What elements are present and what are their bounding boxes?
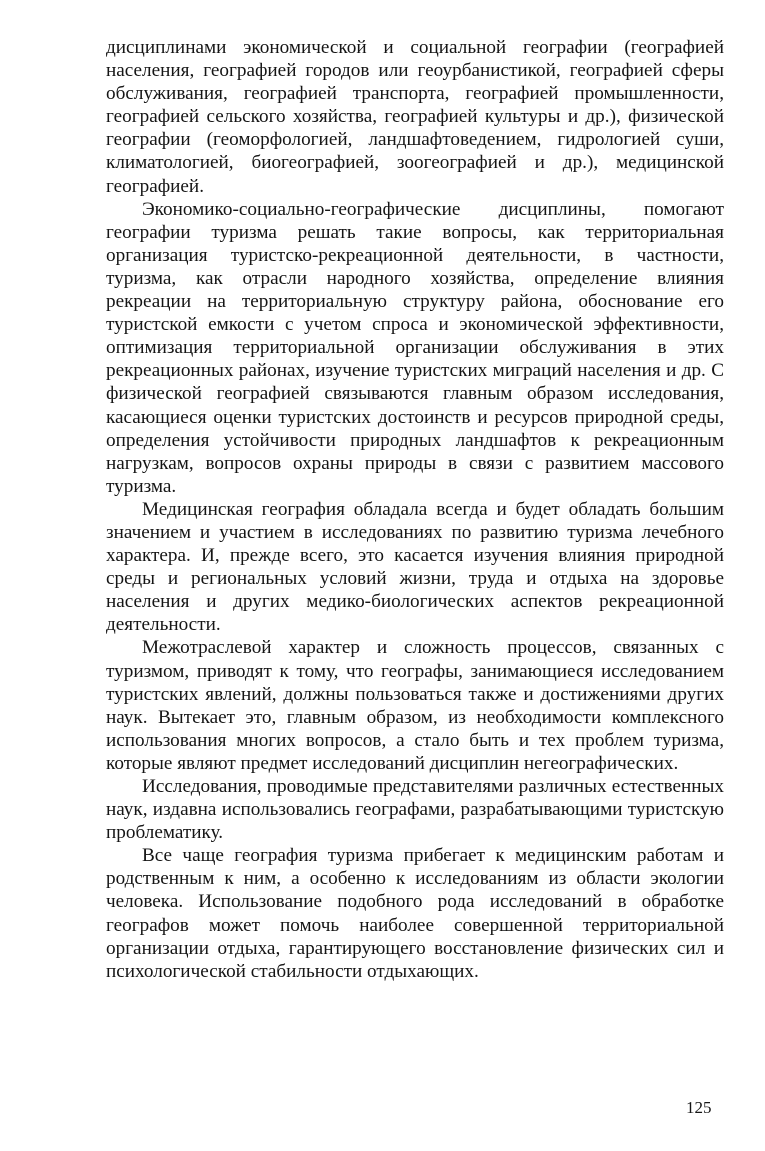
page-number: 125 <box>686 1098 712 1117</box>
paragraph-2: Экономико-социально-географические дисциплины, помогают географии туризма решать такие вопросы, как территориальная организация туристско-рекреационной деятельности, в частности, туризма, как отрасли народного хозяйства, определение влияния рекреации на территориальную структуру района, обоснование его туристской емкости с учетом спроса и экономической эффективности, оптимизация территориальной организации обслуживания в этих рекреационных районах, изучение туристских миграций населения и др. С физической географией связываются главным образом исследования, касающиеся оценки туристских достоинств и ресурсов природной среды, определения устойчивости природных ландшафтов к рекреационным нагрузкам, вопросов охраны природы в связи с развитием массового туризма. <box>106 198 724 497</box>
paragraph-1: дисциплинами экономической и социальной географии (географией населения, географией городов или геоурбанистикой, географией сферы обслуживания, географией транспорта, географией промышленности, географией сельского хозяйства, географией культуры и др.), физической географии (геоморфологией, ландшафтоведением, гидрологией суши, климатологией, биогеографией, зоогеографией и др.), медицинской географией. <box>106 37 724 197</box>
paragraph-3: Медицинская география обладала всегда и будет обладать большим значением и участием в исследованиях по развитию туризма лечебного характера. И, прежде всего, это касается изучения влияния природной среды и региональных условий жизни, труда и отдыха на здоровье населения и других медико-биологических аспектов рекреационной деятельности. <box>106 498 724 636</box>
paragraph-5: Исследования, проводимые представителями различных естественных наук, издавна использовались географами, разрабатывающими туристскую проблематику. <box>106 776 724 844</box>
page-body <box>106 36 724 983</box>
paragraph-4: Межотраслевой характер и сложность процессов, связанных с туризмом, приводят к тому, что географы, занимающиеся исследованием туристских явлений, должны пользоваться также и достижениями других наук. Вытекает это, главным образом, из необходимости комплексного использования многих вопросов, а стало быть и тех проблем туризма, которые являют предмет исследований дисциплин негеографических. <box>106 637 724 774</box>
paragraph-6: Все чаще география туризма прибегает к медицинским работам и родственным к ним, а особенно к исследованиям из области экологии человека. Использование подобного рода исследований в обработке географов может помочь наиболее совершенной территориальной организации отдыха, гарантирующего восстановление физических сил и психологической стабильности отдыхающих. <box>106 845 724 982</box>
